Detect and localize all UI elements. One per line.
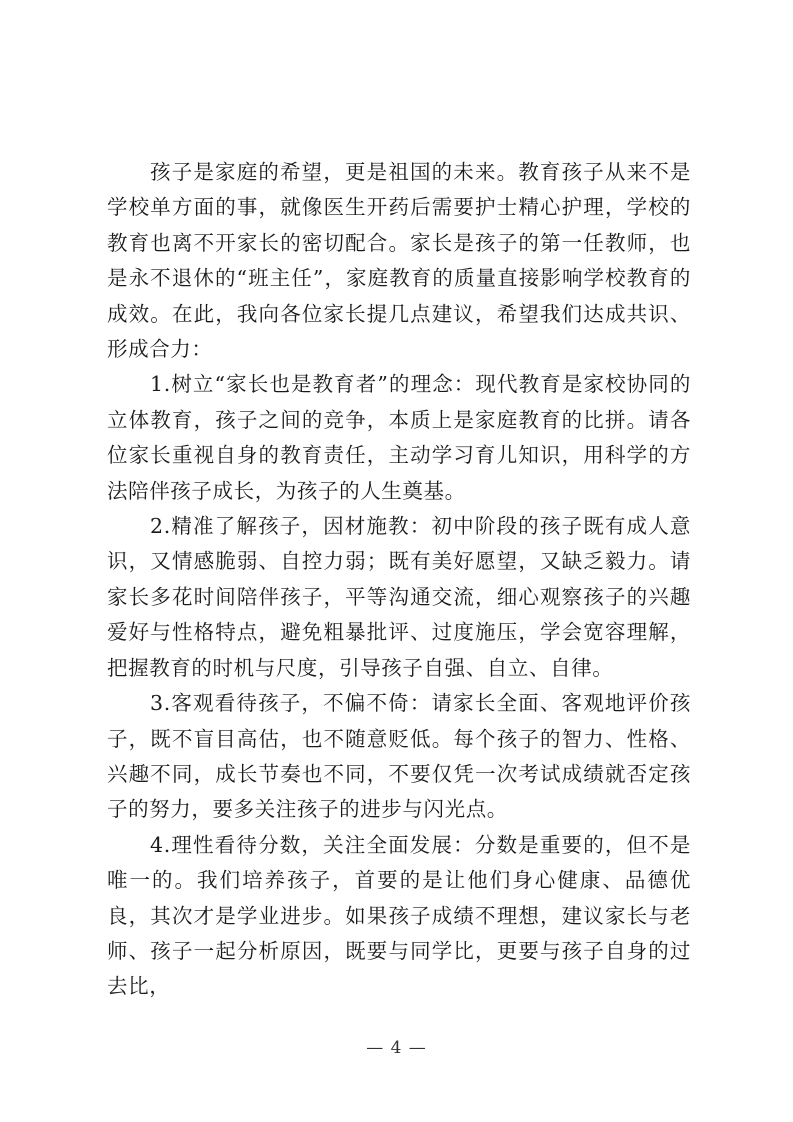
document-body — [107, 155, 691, 1005]
paragraph-suggestion-1: 1.树立“家长也是教育者”的理念：现代教育是家校协同的立体教育，孩子之间的竞争，本质上是家庭教育的比拼。请各位家长重视自身的教育责任，主动学习育儿知识，用科学的方法陪伴孩子成长，为孩子的人生奠基。 — [107, 372, 691, 503]
paragraph-suggestion-2: 2.精准了解孩子，因材施教：初中阶段的孩子既有成人意识，又情感脆弱、自控力弱；既有美好愿望，又缺乏毅力。请家长多花时间陪伴孩子，平等沟通交流，细心观察孩子的兴趣爱好与性格特点，避免粗暴批评、过度施压，学会宽容理解，把握教育的时机与尺度，引导孩子自强、自立、自律。 — [107, 514, 691, 680]
paragraph-suggestion-3: 3.客观看待孩子，不偏不倚：请家长全面、客观地评价孩子，既不盲目高估，也不随意贬低。每个孩子的智力、性格、兴趣不同，成长节奏也不同，不要仅凭一次考试成绩就否定孩子的努力，要多关注孩子的进步与闪光点。 — [107, 691, 691, 822]
paragraph-intro: 孩子是家庭的希望，更是祖国的未来。教育孩子从来不是学校单方面的事，就像医生开药后需要护士精心护理，学校的教育也离不开家长的密切配合。家长是孩子的第一任教师，也是永不退休的“班主任”，家庭教育的质量直接影响学校教育的成效。在此，我向各位家长提几点建议，希望我们达成共识、形成合力： — [107, 160, 691, 362]
page-number: — 4 — — [366, 1038, 427, 1058]
paragraph-suggestion-4: 4.理性看待分数，关注全面发展：分数是重要的，但不是唯一的。我们培养孩子，首要的是让他们身心健康、品德优良，其次才是学业进步。如果孩子成绩不理想，建议家长与老师、孩子一起分析原因，既要与同学比，更要与孩子自身的过去比， — [107, 832, 691, 999]
